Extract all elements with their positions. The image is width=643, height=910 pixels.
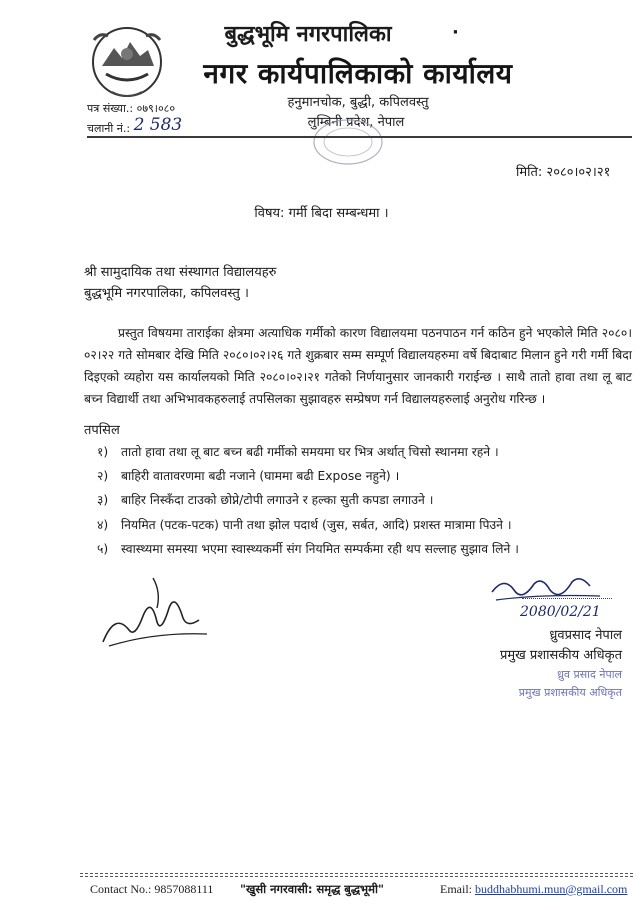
handwritten-date: 2080/02/21 — [520, 604, 601, 620]
list-item — [97, 514, 617, 538]
list-item — [97, 441, 617, 465]
list-item-text: तातो हावा तथा लू बाट बच्न बढी गर्मीको समयमा घर भित्र अर्थात् चिसो स्थानमा रहने । — [121, 445, 499, 459]
dispatch-label: चलानी नं.: — [87, 122, 131, 135]
office-province: लुम्बिनी प्रदेश, नेपाल — [307, 115, 405, 130]
signature-line — [522, 598, 612, 599]
list-item — [97, 489, 617, 513]
office-stamp-icon — [298, 114, 398, 170]
dispatch-value: 2 583 — [133, 115, 183, 135]
municipality-name: बुद्धभूमि नगरपालिका — [224, 22, 392, 47]
dispatch-number — [87, 117, 182, 137]
list-item-text: बाहिरी वातावरणमा बढी नजाने (घाममा बढी Expose नहुने) । — [121, 469, 400, 484]
list-item-number: ५) — [97, 541, 109, 556]
footer-email-label: Email: — [440, 882, 475, 896]
letter-subject: विषय: गर्मी बिदा सम्बन्धमा । — [254, 206, 389, 221]
office-title: नगर कार्यपालिकाको कार्यालय — [203, 57, 513, 90]
signatory-name: ध्रुवप्रसाद नेपाल — [549, 628, 622, 643]
footer-slogan: "खुसी नगरवासी: समृद्ध बुद्धभूमी" — [240, 882, 384, 896]
reference-value: ०७९।०८० — [136, 102, 176, 115]
list-item-text: स्वास्थ्यमा समस्या भएमा स्वास्थ्यकर्मी संग नियमित सम्पर्कमा रही थप सल्लाह सुझाव लिने । — [121, 541, 519, 556]
list-item-number: १) — [97, 445, 109, 459]
list-item-number: २) — [97, 469, 109, 484]
footer-divider — [80, 873, 633, 874]
stamp-signatory-title: प्रमुख प्रशासकीय अधिकृत — [518, 686, 622, 699]
letter-date: मिति: २०८०।०२।२१ — [516, 165, 611, 180]
header-divider — [87, 136, 632, 138]
footer-contact: Contact No.: 9857088111 — [90, 882, 214, 896]
list-item-text: बाहिर निस्कँदा टाउको छोप्ने/टोपी लगाउने र हल्का सुती कपडा लगाउने । — [121, 493, 434, 508]
details-heading: तपसिल — [84, 423, 120, 438]
footer-email-link[interactable]: buddhabhumi.mun@gmail.com — [475, 882, 628, 896]
list-item-number: ३) — [97, 493, 109, 508]
reference-number — [87, 101, 175, 116]
list-item — [97, 465, 617, 489]
footer-email — [440, 882, 627, 897]
footer-divider-second — [80, 876, 633, 877]
left-signature-icon — [95, 572, 215, 652]
right-signature-icon — [480, 572, 630, 632]
reference-label: पत्र संख्या.: — [87, 102, 134, 115]
letter-body: प्रस्तुत विषयमा ताराईका क्षेत्रमा अत्याधिक गर्मीको कारण विद्यालयमा पठनपाठन गर्न कठिन हुने भएकोले मिति २०८०।०२।२२ गते सोमबार देखि मिति २०८०।०२।२६ गते शुक्रबार सम्म सम्पूर्ण विद्यालयहरुमा वर्षे बिदाबाट मिलान हुने गरी गर्मी बिदा दिइएको व्यहोरा यस कार्यालयको मिति २०८०।०२।२१ गतेको निर्णयानुसार जानकारी गराईन्छ । साथै तातो हावा तथा लू बाट बच्न विद्यार्थी तथा अभिभावकहरुलाई तपसिलका सुझावहरु सम्प्रेषण गर्न विद्यालयहरुलाई अनुरोध गरिन्छ । — [84, 326, 632, 406]
addressee-line-1: श्री सामुदायिक तथा संस्थागत विद्यालयहरु — [84, 265, 277, 280]
government-emblem-icon — [82, 14, 172, 104]
office-address: हनुमानचोक, बुद्धी, कपिलवस्तु — [287, 95, 429, 110]
advice-list — [97, 441, 617, 562]
header-dot: · — [452, 22, 459, 43]
list-item-number: ४) — [97, 517, 109, 532]
list-item — [97, 538, 617, 562]
signatory-title: प्रमुख प्रशासकीय अधिकृत — [499, 648, 622, 663]
addressee-line-2: बुद्धभूमि नगरपालिका, कपिलवस्तु । — [84, 286, 249, 301]
list-item-text: नियमित (पटक-पटक) पानी तथा झोल पदार्थ (जुस, सर्बत, आदि) प्रशस्त मात्रामा पिउने । — [121, 517, 512, 532]
stamp-signatory-name: ध्रुव प्रसाद नेपाल — [557, 668, 622, 681]
